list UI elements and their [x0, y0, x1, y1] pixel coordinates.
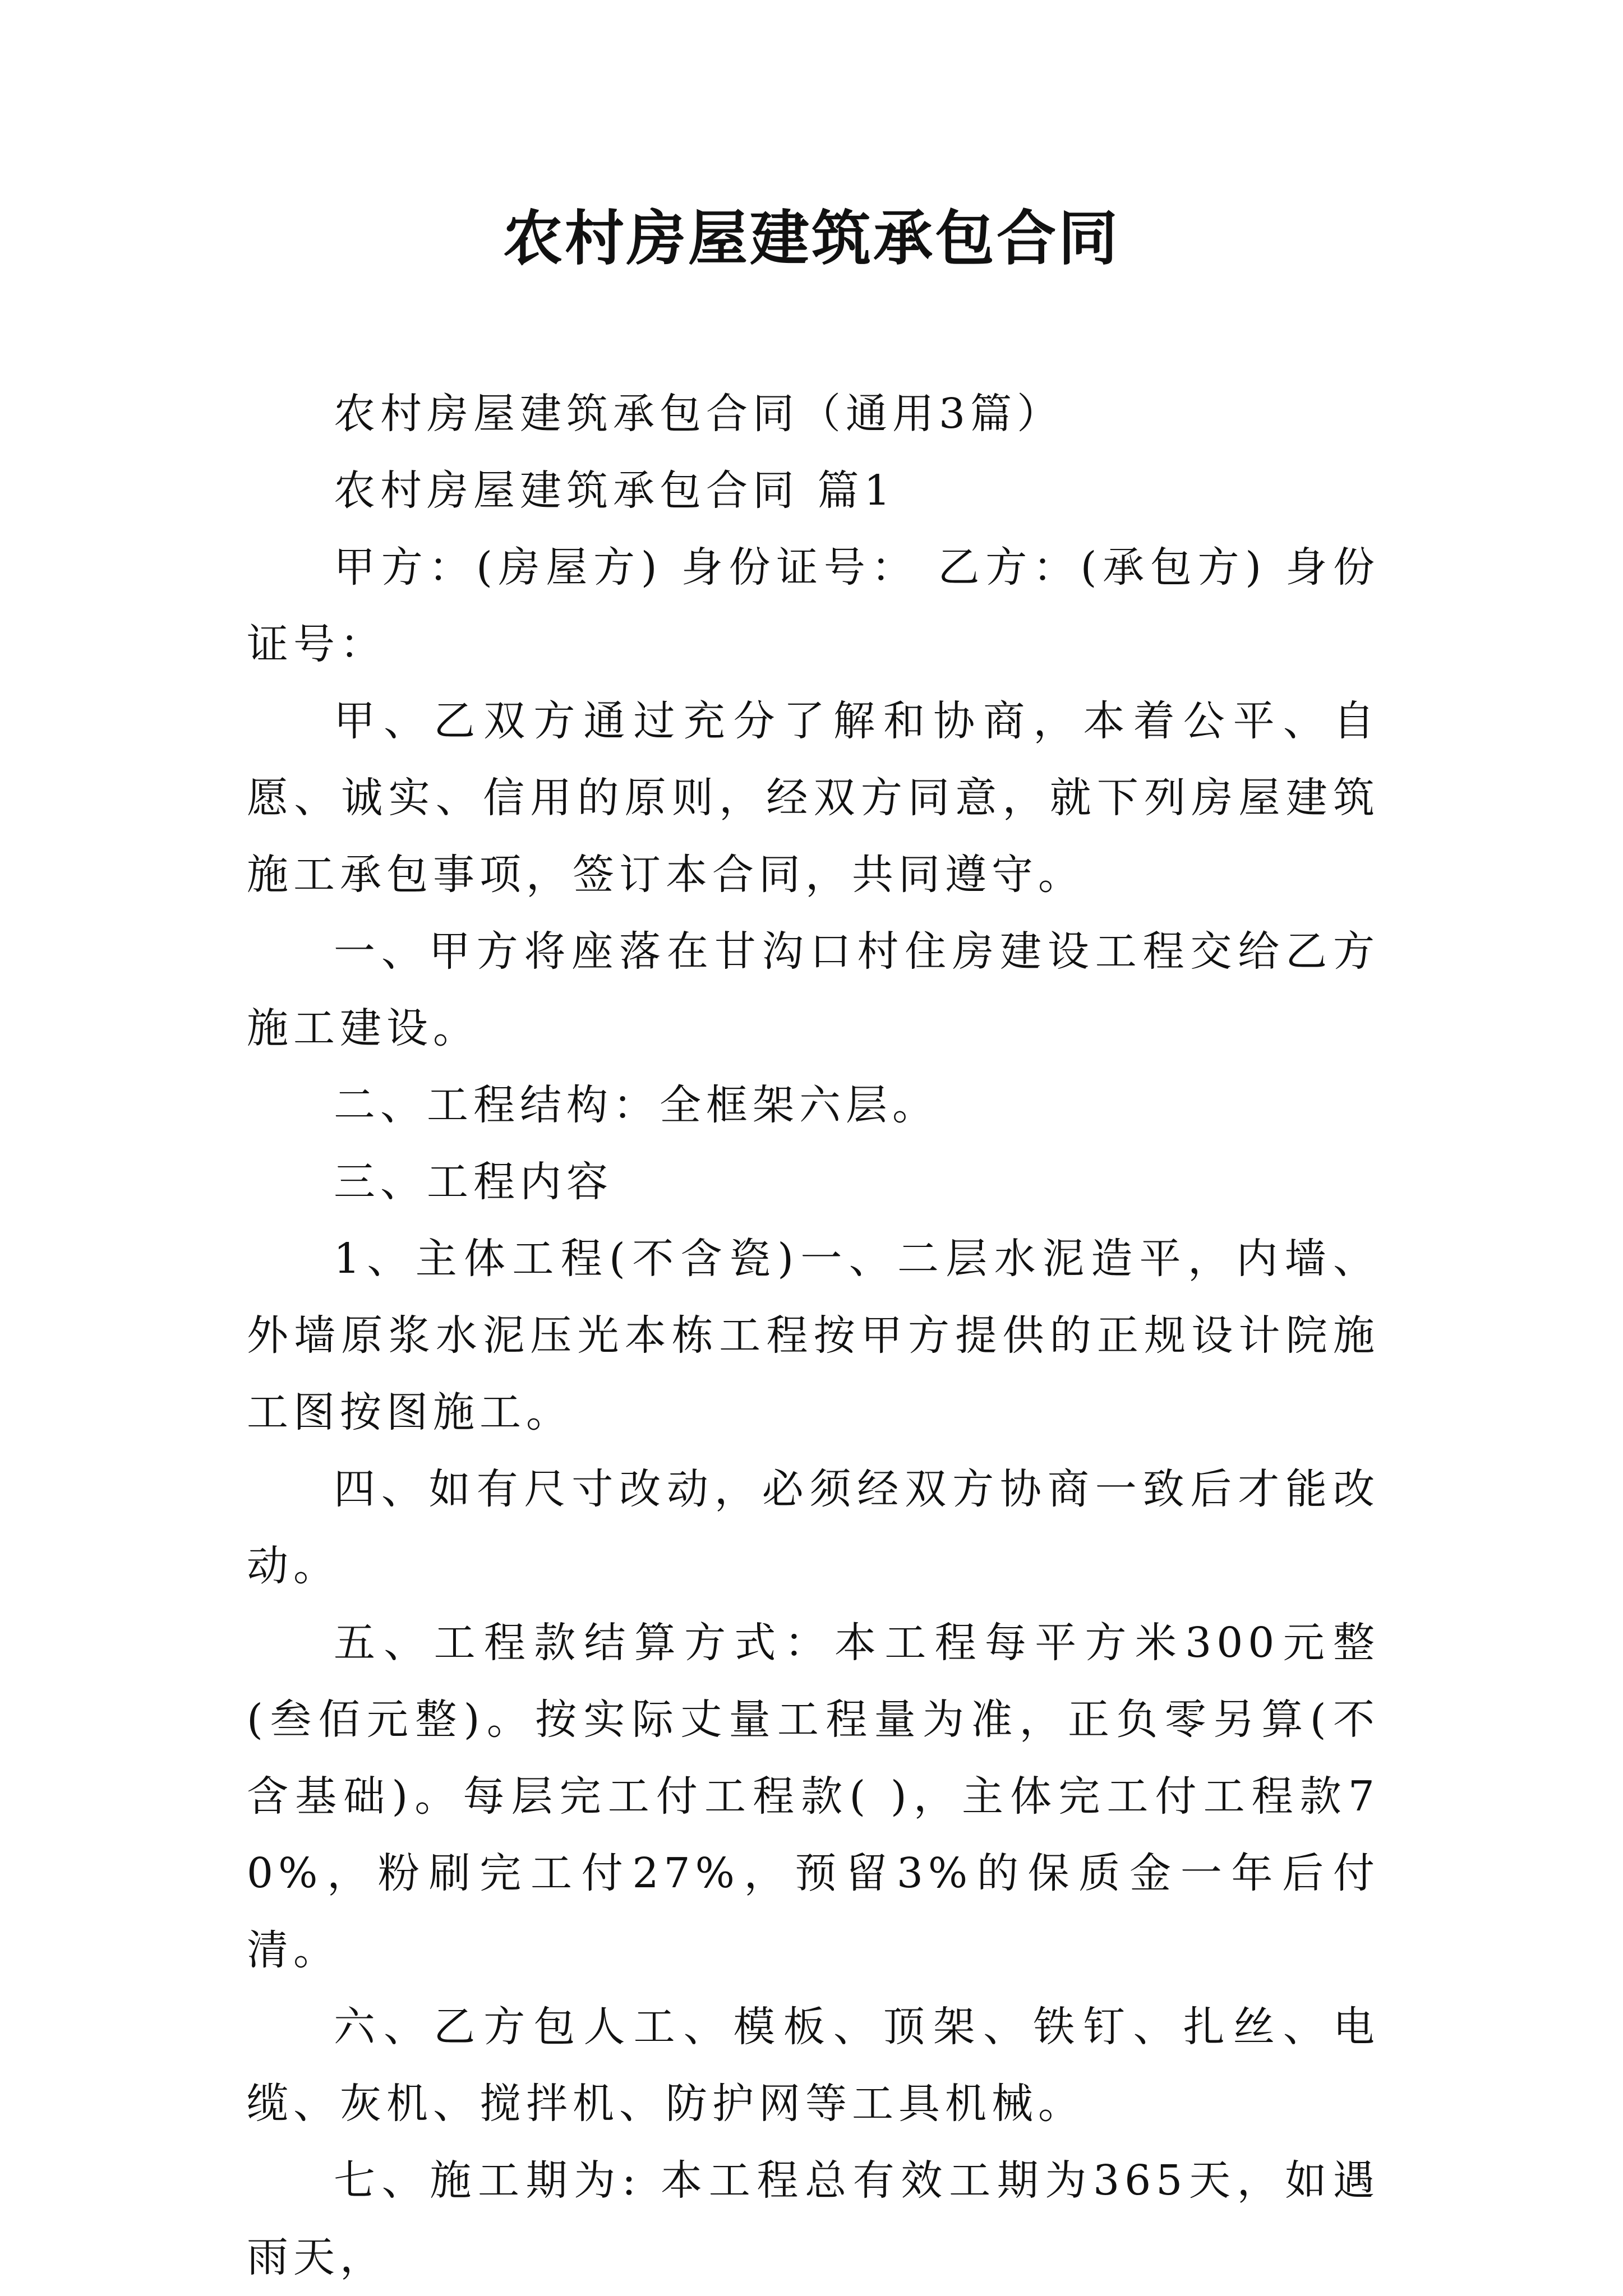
paragraph-clause-5: 五、工程款结算方式：本工程每平方米300元整(叁佰元整)。按实际丈量工程量为准，正负零另算(不含基础)。每层完工付工程款( )，主体完工付工程款70%，粉刷完工付27%，预留3%的保质金一年后付清。	[247, 1619, 1380, 1974]
paragraph-parties: 甲方：(房屋方) 身份证号： 乙方：(承包方) 身份证号：	[247, 543, 1380, 668]
paragraph-clause-2: 二、工程结构：全框架六层。	[334, 1081, 939, 1129]
document-body	[247, 376, 1380, 2296]
paragraph-clause-3-item-1: 1、主体工程(不含瓷)一、二层水泥造平，内墙、外墙原浆水泥压光本栋工程按甲方提供的正规设计院施工图按图施工。	[247, 1235, 1380, 1436]
paragraph-clause-1: 一、甲方将座落在甘沟口村住房建设工程交给乙方施工建设。	[247, 927, 1380, 1052]
paragraph-subtitle: 农村房屋建筑承包合同（通用3篇）	[334, 390, 1064, 438]
paragraph-clause-6: 六、乙方包人工、模板、顶架、铁钉、扎丝、电缆、灰机、搅拌机、防护网等工具机械。	[247, 2003, 1380, 2128]
paragraph-clause-4: 四、如有尺寸改动，必须经双方协商一致后才能改动。	[247, 1465, 1380, 1590]
paragraph-preamble: 甲、乙双方通过充分了解和协商，本着公平、自愿、诚实、信用的原则，经双方同意，就下列房屋建筑施工承包事项，签订本合同，共同遵守。	[247, 697, 1380, 899]
paragraph-clause-7: 七、施工期为: 本工程总有效工期为365天，如遇雨天，	[247, 2156, 1380, 2281]
document-title: 农村房屋建筑承包合同	[503, 203, 1120, 273]
paragraph-section-heading: 农村房屋建筑承包合同 篇1	[334, 466, 896, 515]
paragraph-clause-3: 三、工程内容	[334, 1158, 613, 1206]
